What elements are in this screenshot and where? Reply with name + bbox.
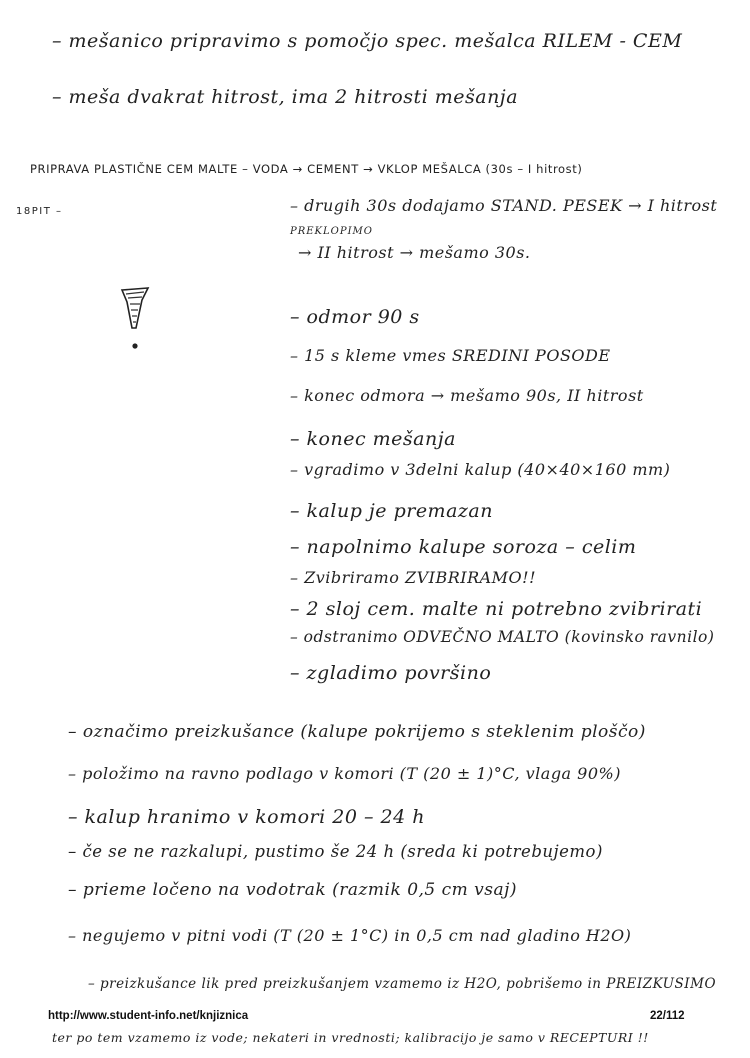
note-line: – položimo na ravno podlago v komori (T (20 ± 1)°C, vlaga 90%) bbox=[68, 764, 621, 783]
note-line: – zgladimo površino bbox=[290, 662, 492, 684]
note-line: – konec mešanja bbox=[290, 428, 456, 450]
note-line: → II hitrost → mešamo 30s. bbox=[298, 243, 531, 262]
note-line: – odmor 90 s bbox=[290, 306, 420, 328]
note-line: – prieme ločeno na vodotrak (razmik 0,5 cm vsaj) bbox=[68, 880, 518, 900]
note-line: – 15 s kleme vmes SREDINI POSODE bbox=[290, 346, 611, 365]
note-line: – če se ne razkalupi, pustimo še 24 h (sreda ki potrebujemo) bbox=[68, 842, 603, 861]
exclamation-mark-icon bbox=[118, 286, 152, 356]
note-line: – vgradimo v 3delni kalup (40×40×160 mm) bbox=[290, 460, 671, 479]
note-annotation: PREKLOPIMO bbox=[290, 226, 373, 237]
note-line: – Zvibriramo ZVIBRIRAMO!! bbox=[290, 568, 537, 587]
note-line: – konec odmora → mešamo 90s, II hitrost bbox=[290, 386, 644, 405]
note-line: – označimo preizkušance (kalupe pokrijemo s steklenim ploščo) bbox=[68, 722, 646, 742]
note-heading: PRIPRAVA PLASTIČNE CEM MALTE – VODA → CEMENT → VKLOP MEŠALCA (30s – I hitrost) bbox=[30, 162, 583, 176]
page-number: 22/112 bbox=[650, 1010, 685, 1022]
note-line: – napolnimo kalupe soroza – celim bbox=[290, 536, 637, 558]
footer-url-link[interactable]: http://www.student-info.net/knjiznica bbox=[48, 1010, 249, 1022]
note-line: – odstranimo ODVEČNO MALTO (kovinsko ravnilo) bbox=[290, 628, 715, 646]
note-line: – mešanico pripravimo s pomočjo spec. mešalca RILEM - CEM bbox=[52, 30, 683, 52]
note-line: – kalup je premazan bbox=[290, 500, 493, 522]
note-line: – meša dvakrat hitrost, ima 2 hitrosti mešanja bbox=[52, 86, 519, 108]
note-line: – preizkušance lik pred preizkušanjem vzamemo iz H2O, pobrišemo in PREIZKUSIMO bbox=[88, 976, 717, 992]
note-line: ter po tem vzamemo iz vode; nekateri in vrednosti; kalibracijo je samo v RECEPTURI !! bbox=[52, 1030, 649, 1045]
note-line: – negujemo v pitni vodi (T (20 ± 1°C) in 0,5 cm nad gladino H2O) bbox=[68, 926, 632, 945]
note-line: – drugih 30s dodajamo STAND. PESEK → I hitrost bbox=[290, 196, 718, 215]
margin-label: 18PIT – bbox=[16, 206, 63, 217]
note-line: – 2 sloj cem. malte ni potrebno zvibrirati bbox=[290, 598, 703, 620]
note-line: – kalup hranimo v komori 20 – 24 h bbox=[68, 806, 425, 828]
